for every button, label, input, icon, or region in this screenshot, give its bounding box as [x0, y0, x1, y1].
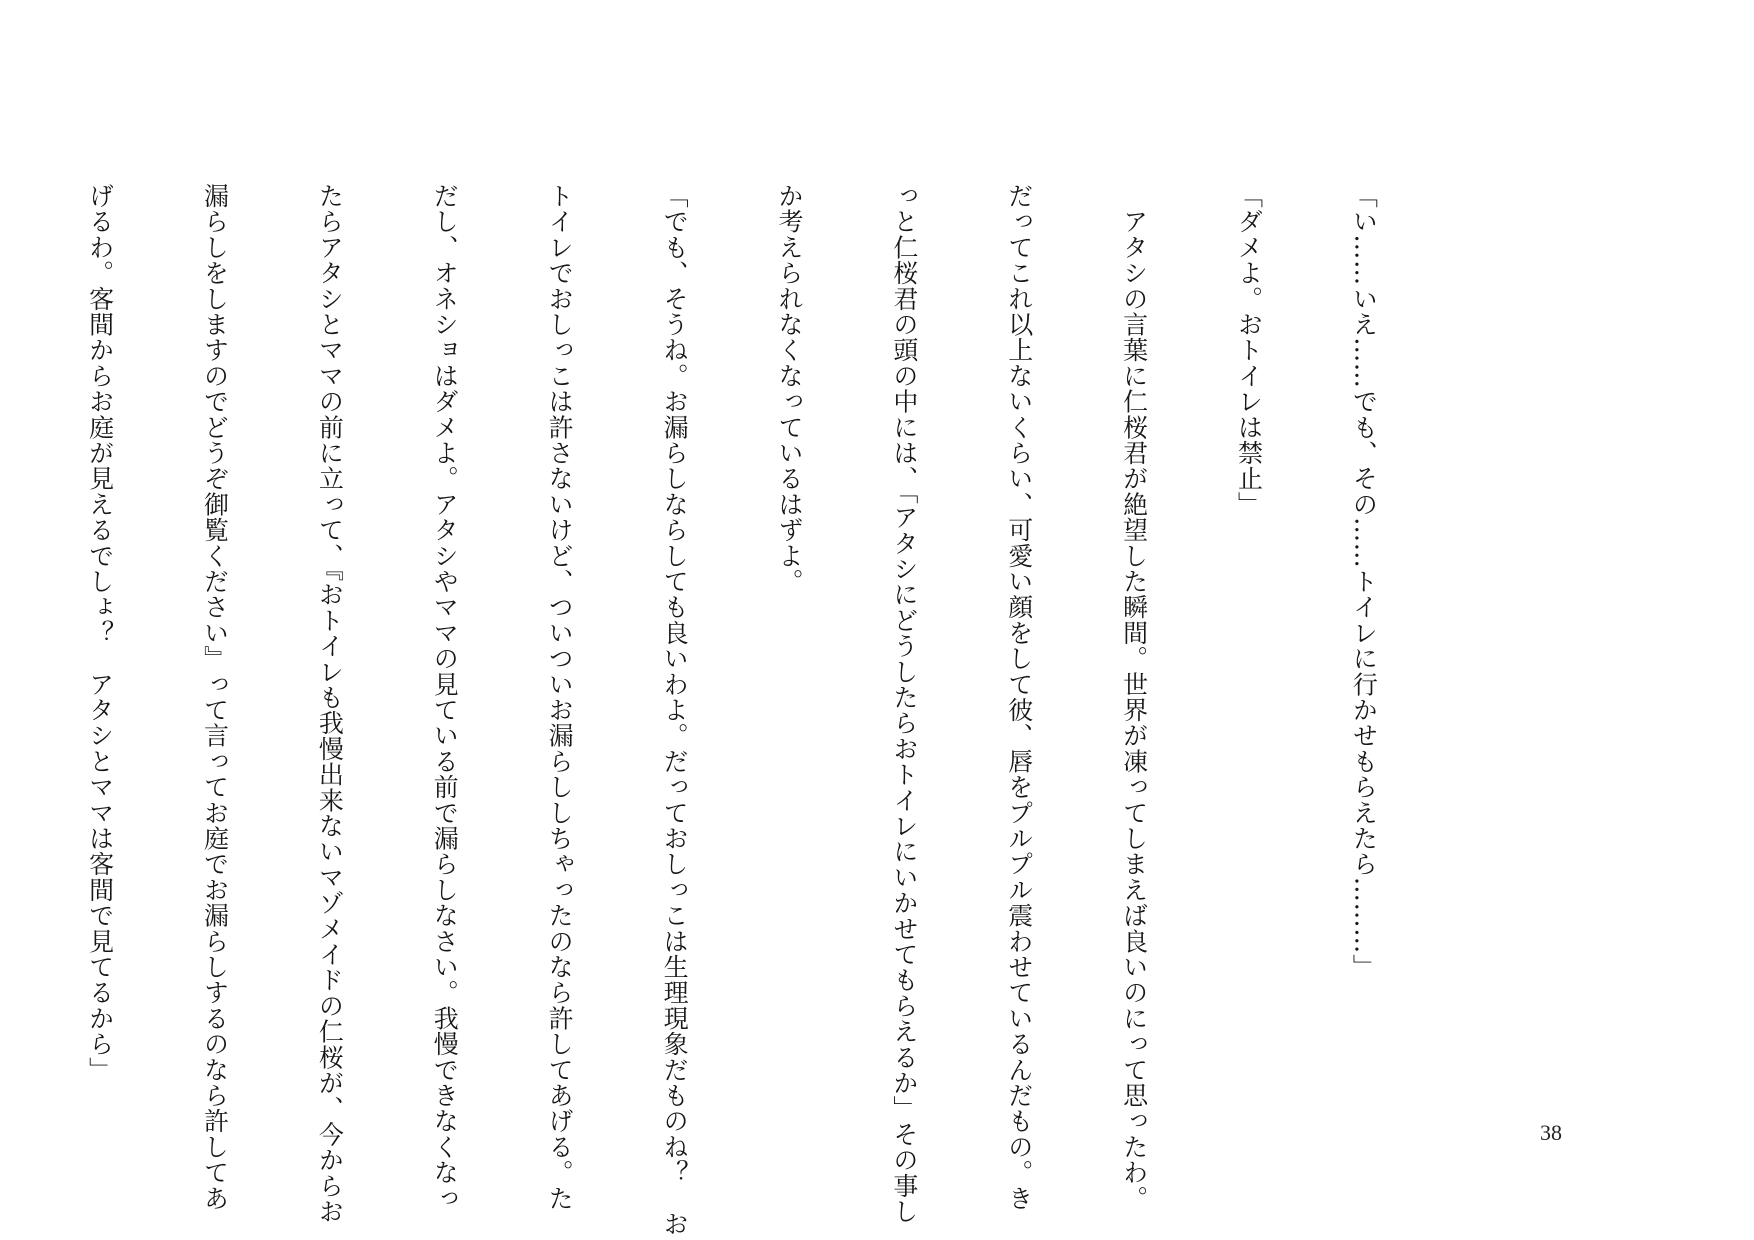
text-line: アタシの言葉に仁桜君が絶望した瞬間。世界が凍ってしまえば良いのにって思ったわ。 [1119, 183, 1149, 1211]
text-line: トイレでおしっこは許さないけど、ついついお漏らししちゃったのなら許してあげる。た [545, 183, 575, 1211]
text-line: 「でも、そうね。お漏らしならしても良いわよ。だっておしっこは生理現象だものね？ お [660, 183, 690, 1237]
text-line: 「ダメよ。おトイレは禁止」 [1234, 183, 1264, 518]
text-line: だってこれ以上ないくらい、可愛い顔をして彼、唇をプルプル震わせているんだもの。き [1004, 183, 1034, 1211]
text-line: か考えられなくなっているはずよ。 [774, 183, 804, 595]
text-line: たらアタシとママの前に立って、『おトイレも我慢出来ないマゾメイドの仁桜が、今からお [315, 183, 345, 1225]
text-line [0, 183, 4, 1237]
text-line: だし、オネショはダメよ。アタシやママの見ている前で漏らしなさい。我慢できなくなっ [430, 183, 460, 1211]
vertical-text-body [0, 183, 1459, 1237]
text-line: っと仁桜君の頭の中には、「アタシにどうしたらおトイレにいかせてもらえるか」その事し [889, 183, 919, 1225]
page-number: 38 [1540, 1120, 1562, 1145]
text-line: 「い……いえ……でも、その……トイレに行かせもらえたら………」 [1349, 183, 1379, 980]
text-line: げるわ。客間からお庭が見えるでしょ？ アタシとママは客間で見てるから」 [85, 183, 115, 1083]
text-line: 漏らしをしますのでどうぞ御覧ください』って言ってお庭でお漏らしするのなら許してあ [200, 183, 230, 1211]
